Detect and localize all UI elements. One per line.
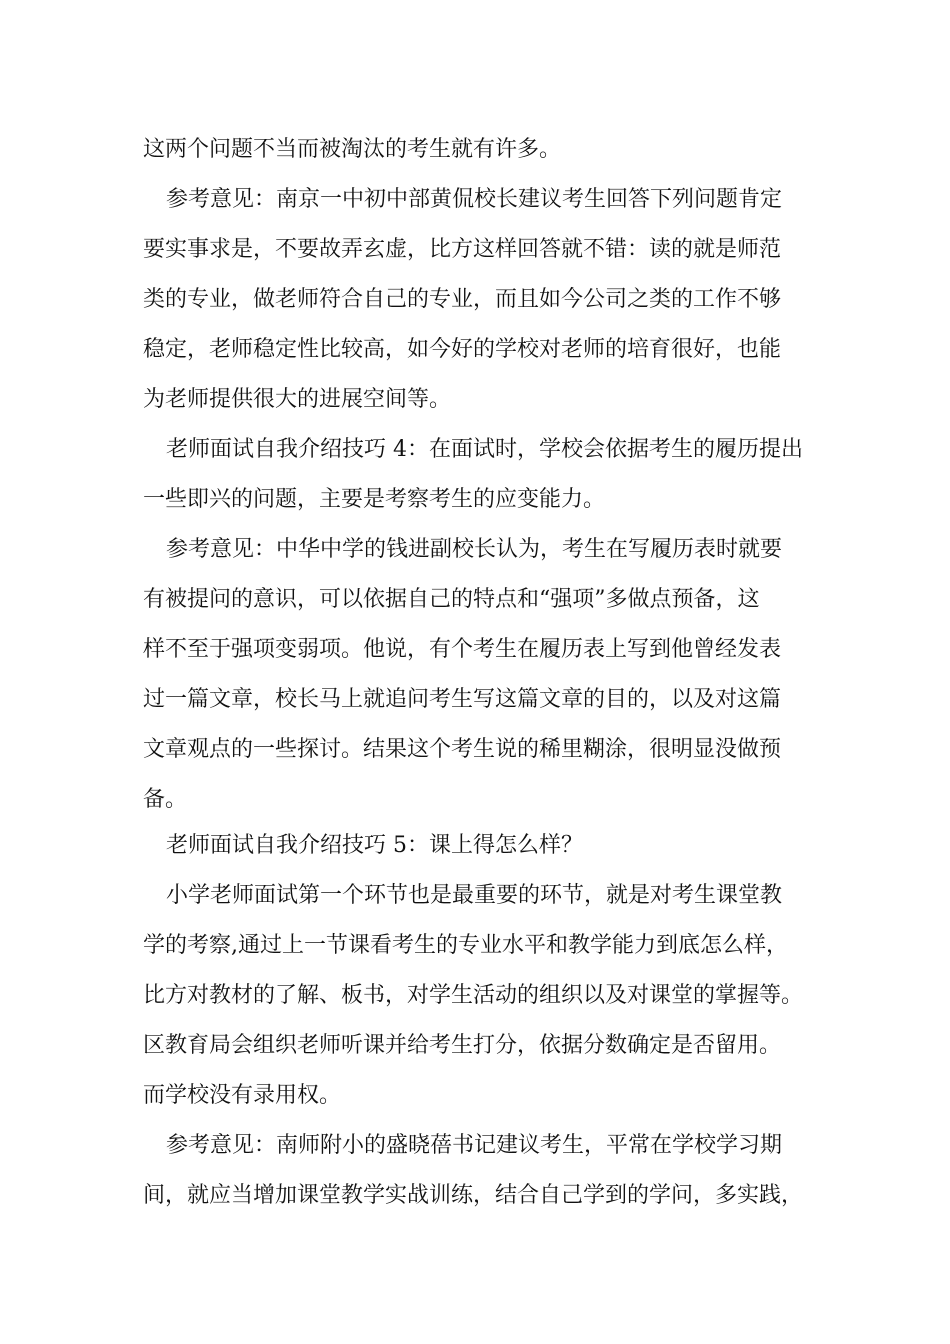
text-line: 老师面试自我介绍技巧 5：课上得怎么样？: [166, 833, 583, 858]
text-line: 小学老师面试第一个环节也是最重要的环节，就是对考生课堂教: [166, 883, 783, 908]
text-line: 比方对教材的了解、板书，对学生活动的组织以及对课堂的掌握等。: [143, 983, 804, 1008]
text-line: 类的专业，做老师符合自己的专业，而且如今公司之类的工作不够: [143, 287, 782, 312]
text-line: 稳定，老师稳定性比较高，如今好的学校对老师的培育很好，也能: [143, 337, 782, 362]
text-line: 老师面试自我介绍技巧 4：在面试时，学校会依据考生的履历提出: [166, 437, 803, 462]
text-line: 一些即兴的问题，主要是考察考生的应变能力。: [143, 487, 606, 512]
text-line: 有被提问的意识，可以依据自己的特点和“强项”多做点预备，这: [143, 587, 760, 612]
text-line: 而学校没有录用权。: [143, 1083, 342, 1108]
text-line: 参考意见：南师附小的盛晓蓓书记建议考生，平常在学校学习期: [166, 1133, 783, 1158]
text-line: 参考意见：南京一中初中部黄侃校长建议考生回答下列问题肯定: [166, 187, 783, 212]
text-line: 过一篇文章，校长马上就追问考生写这篇文章的目的，以及对这篇: [143, 687, 782, 712]
text-line: 参考意见：中华中学的钱进副校长认为，考生在写履历表时就要: [166, 537, 783, 562]
text-line: 为老师提供很大的进展空间等。: [143, 387, 452, 412]
text-line: 这两个问题不当而被淘汰的考生就有许多。: [143, 137, 562, 162]
text-line: 间，就应当增加课堂教学实战训练，结合自己学到的学问，多实践，: [143, 1183, 804, 1208]
text-line: 备。: [143, 787, 188, 812]
text-line: 样不至于强项变弱项。他说，有个考生在履历表上写到他曾经发表: [143, 637, 782, 662]
text-line: 区教育局会组织老师听课并给考生打分，依据分数确定是否留用。: [143, 1033, 782, 1058]
text-line: 文章观点的一些探讨。结果这个考生说的稀里糊涂，很明显没做预: [143, 737, 782, 762]
text-line: 要实事求是，不要故弄玄虚，比方这样回答就不错：读的就是师范: [143, 237, 782, 262]
text-line: 学的考察,通过上一节课看考生的专业水平和教学能力到底怎么样，: [143, 933, 788, 958]
